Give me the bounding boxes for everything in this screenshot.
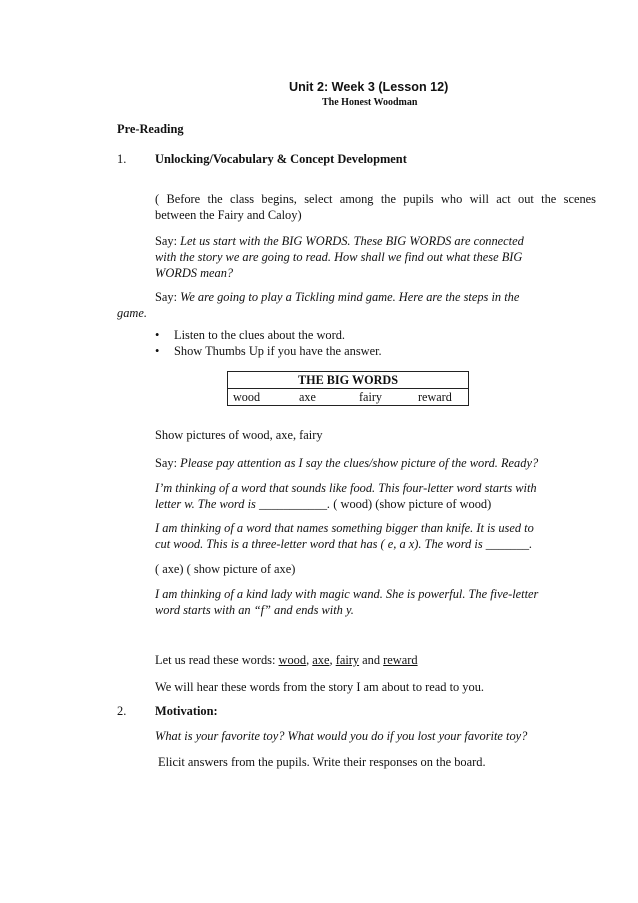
say-text: Please pay attention as I say the clues/show picture of the word. Ready? [180,456,539,470]
say-paragraph-2-line-2: game. [117,306,147,320]
show-pictures-text: Show pictures of wood, axe, fairy [155,428,323,442]
bullet-marker: • [155,344,160,358]
motivation-question: What is your favorite toy? What would you do if you lost your favorite toy? [155,729,528,743]
clue-1-answer: ( wood) (show picture of wood) [330,497,492,511]
clue-3-line-2: word starts with an “f” and ends with y. [155,603,354,617]
separator: , [329,653,336,667]
say-label: Say: [155,456,178,470]
section-heading-pre-reading: Pre-Reading [117,122,184,136]
story-title: The Honest Woodman [322,97,418,108]
read-words-line [155,653,418,668]
big-words-row [228,389,469,406]
big-word-cell: reward [418,390,452,404]
bullet-marker: • [155,328,160,342]
instruction-note-line-2: between the Fairy and Caloy) [155,208,302,222]
separator: and [359,653,384,667]
elicit-instruction: Elicit answers from the pupils. Write their responses on the board. [158,755,486,769]
say-paragraph-2-line-1 [155,290,519,305]
big-word-cell: wood [233,390,261,404]
say-paragraph-1-line-2: with the story we are going to read. How shall we find out what these BIG [155,250,523,264]
bullet-text: Show Thumbs Up if you have the answer. [174,344,382,358]
item-2-number: 2. [117,704,127,718]
clue-2-line-1: I am thinking of a word that names something bigger than knife. It is used to [155,521,534,535]
read-words-prefix: Let us read these words: [155,653,279,667]
say-paragraph-3 [155,456,538,471]
clue-2-line-2: cut wood. This is a three-letter word that has ( e, a x). The word is _______. [155,537,533,551]
big-words-table [227,371,469,406]
item-2-heading: Motivation: [155,704,218,718]
say-label: Say: [155,290,178,304]
big-word-cell: fairy [359,390,383,404]
instruction-note-line-1: ( Before the class begins, select among the pupils who will act out the scenes [155,192,596,206]
read-word: wood [278,653,307,667]
say-text: Let us start with the BIG WORDS. These BIG WORDS are connected [180,234,524,248]
read-word: reward [383,653,418,667]
item-1-heading: Unlocking/Vocabulary & Concept Development [155,152,407,166]
bullet-text: Listen to the clues about the word. [174,328,346,342]
clue-2-answer: ( axe) ( show picture of axe) [155,562,296,576]
read-word: axe [312,653,330,667]
unit-title: Unit 2: Week 3 (Lesson 12) [289,80,449,94]
say-paragraph-1-line-1 [155,234,524,249]
say-label: Say: [155,234,178,248]
clue-1-blank: letter w. The word is ___________. [155,497,331,511]
clue-1-line-1: I’m thinking of a word that sounds like food. This four-letter word starts with [155,481,537,495]
say-text: We are going to play a Tickling mind game. Here are the steps in the [180,290,520,304]
clue-3-line-1: I am thinking of a kind lady with magic wand. She is powerful. The five-letter [155,587,539,601]
bullet-item [155,328,346,343]
clue-1-line-2 [155,497,491,512]
read-word: fairy [335,653,360,667]
item-1-number: 1. [117,152,127,166]
bullet-item [155,344,382,359]
hear-words-text: We will hear these words from the story I am about to read to you. [155,680,484,694]
big-word-cell: axe [299,390,316,404]
say-paragraph-1-line-3: WORDS mean? [155,266,234,280]
separator: , [306,653,313,667]
big-words-table-title: THE BIG WORDS [228,372,469,389]
